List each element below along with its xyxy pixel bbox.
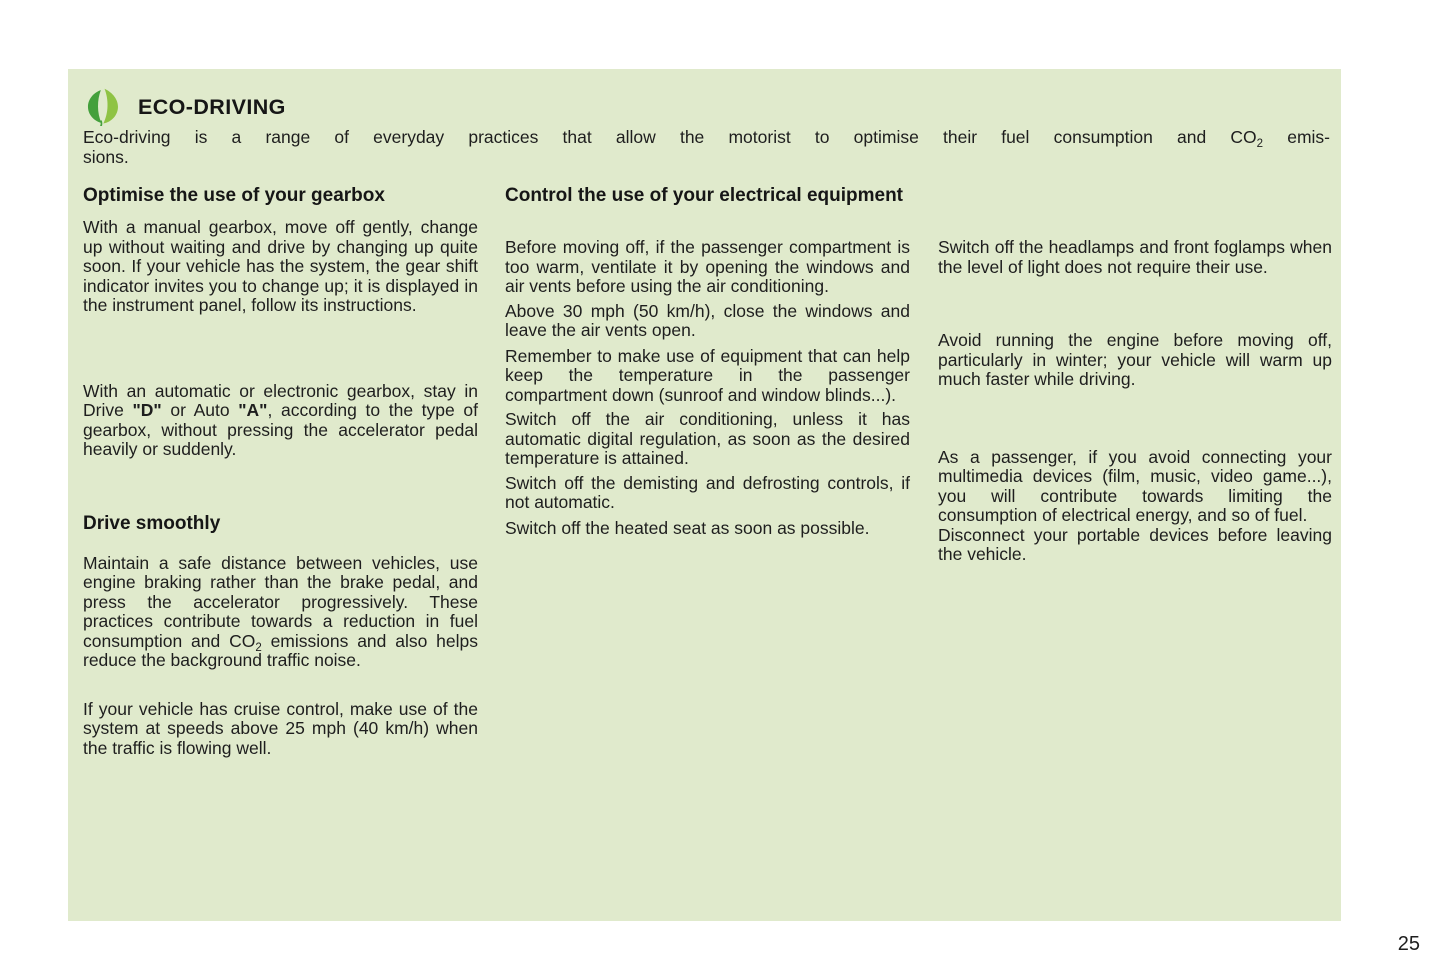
- co2-subscript: 2: [255, 641, 262, 654]
- auto-gearbox-text: With an automatic or electronic gearbox, stay in Drive: [83, 380, 478, 420]
- safe-distance-text: Maintain a safe distance between vehicles, use engine braking rather than the brake pedal, and press the accelerator progressively. These practices contribute towards a reduction in fuel consumption and CO: [83, 552, 478, 651]
- columns-container: [83, 185, 1330, 758]
- auto-a-bold: "A": [238, 400, 268, 420]
- paragraph-remember-equipment: Remember to make use of equipment that can help keep the temperature in the passenger compartment down (sunroof and window blinds...).: [505, 345, 910, 405]
- paragraph-air-conditioning: Switch off the air conditioning, unless it has automatic digital regulation, as soon as the desired temperature is attained.: [505, 409, 910, 468]
- paragraph-cruise-control: If your vehicle has cruise control, make use of the system at speeds above 25 mph (40 km/h) when the traffic is flowing well.: [83, 698, 478, 758]
- eco-driving-panel: [68, 69, 1341, 921]
- middle-column: [505, 238, 910, 570]
- leaf-icon: [85, 88, 119, 126]
- title-row: [83, 88, 1330, 126]
- right-column: [938, 238, 1332, 570]
- heading-drive-smoothly: Drive smoothly: [83, 512, 221, 534]
- auto-gearbox-text: , according to the type of gearbox, without pressing the accelerator pedal heavily or suddenly.: [83, 400, 478, 459]
- drive-d-bold: "D": [132, 400, 162, 420]
- left-column: [83, 185, 478, 758]
- co2-subscript: 2: [1256, 138, 1264, 150]
- paragraph-manual-gearbox: With a manual gearbox, move off gently, change up without waiting and drive by changing up quite soon. If your vehicle has the system, the gear shift indicator invites you to change up; it is displayed in the instrument panel, follow its instructions.: [83, 217, 478, 315]
- paragraph-headlamps: Switch off the headlamps and front foglamps when the level of light does not require their use.: [938, 237, 1332, 277]
- paragraph-passenger-multimedia: As a passenger, if you avoid connecting your multimedia devices (film, music, video game...), you will contribute towards limiting the consumption of electrical energy, and so of fuel.: [938, 446, 1332, 525]
- intro-line-2: sions.: [83, 146, 129, 167]
- paragraph-before-moving-off: Before moving off, if the passenger compartment is too warm, ventilate it by opening the windows and air vents before using the air conditioning.: [505, 237, 910, 296]
- page-number: 25: [1397, 933, 1420, 955]
- auto-gearbox-text: or Auto: [161, 400, 239, 420]
- page-title: ECO-DRIVING: [138, 94, 286, 119]
- paragraph-automatic-gearbox: [83, 382, 478, 460]
- paragraph-avoid-running-engine: Avoid running the engine before moving off, particularly in winter; your vehicle will warm up much faster while driving.: [938, 330, 1332, 389]
- heading-electrical-equipment: Control the use of your electrical equipment: [505, 185, 904, 206]
- paragraph-safe-distance: [83, 554, 478, 671]
- paragraph-demisting: Switch off the demisting and defrosting controls, if not automatic.: [505, 472, 910, 512]
- heading-optimise-gearbox: Optimise the use of your gearbox: [83, 185, 385, 206]
- intro-text: Eco-driving is a range of everyday practices that allow the motorist to optimise their fuel consumption and CO: [83, 127, 1257, 147]
- paragraph-heated-seat: Switch off the heated seat as soon as possible.: [505, 517, 870, 538]
- safe-distance-text: emissions and also helps reduce the background traffic noise.: [83, 630, 478, 670]
- paragraph-above-30mph: Above 30 mph (50 km/h), close the windows and leave the air vents open.: [505, 300, 910, 340]
- intro-line-1: [83, 128, 1330, 148]
- electrical-section: [505, 185, 1330, 758]
- paragraph-disconnect-devices: Disconnect your portable devices before leaving the vehicle.: [938, 524, 1332, 564]
- intro-text-after: emis-: [1263, 127, 1331, 147]
- electrical-columns: [505, 238, 1330, 570]
